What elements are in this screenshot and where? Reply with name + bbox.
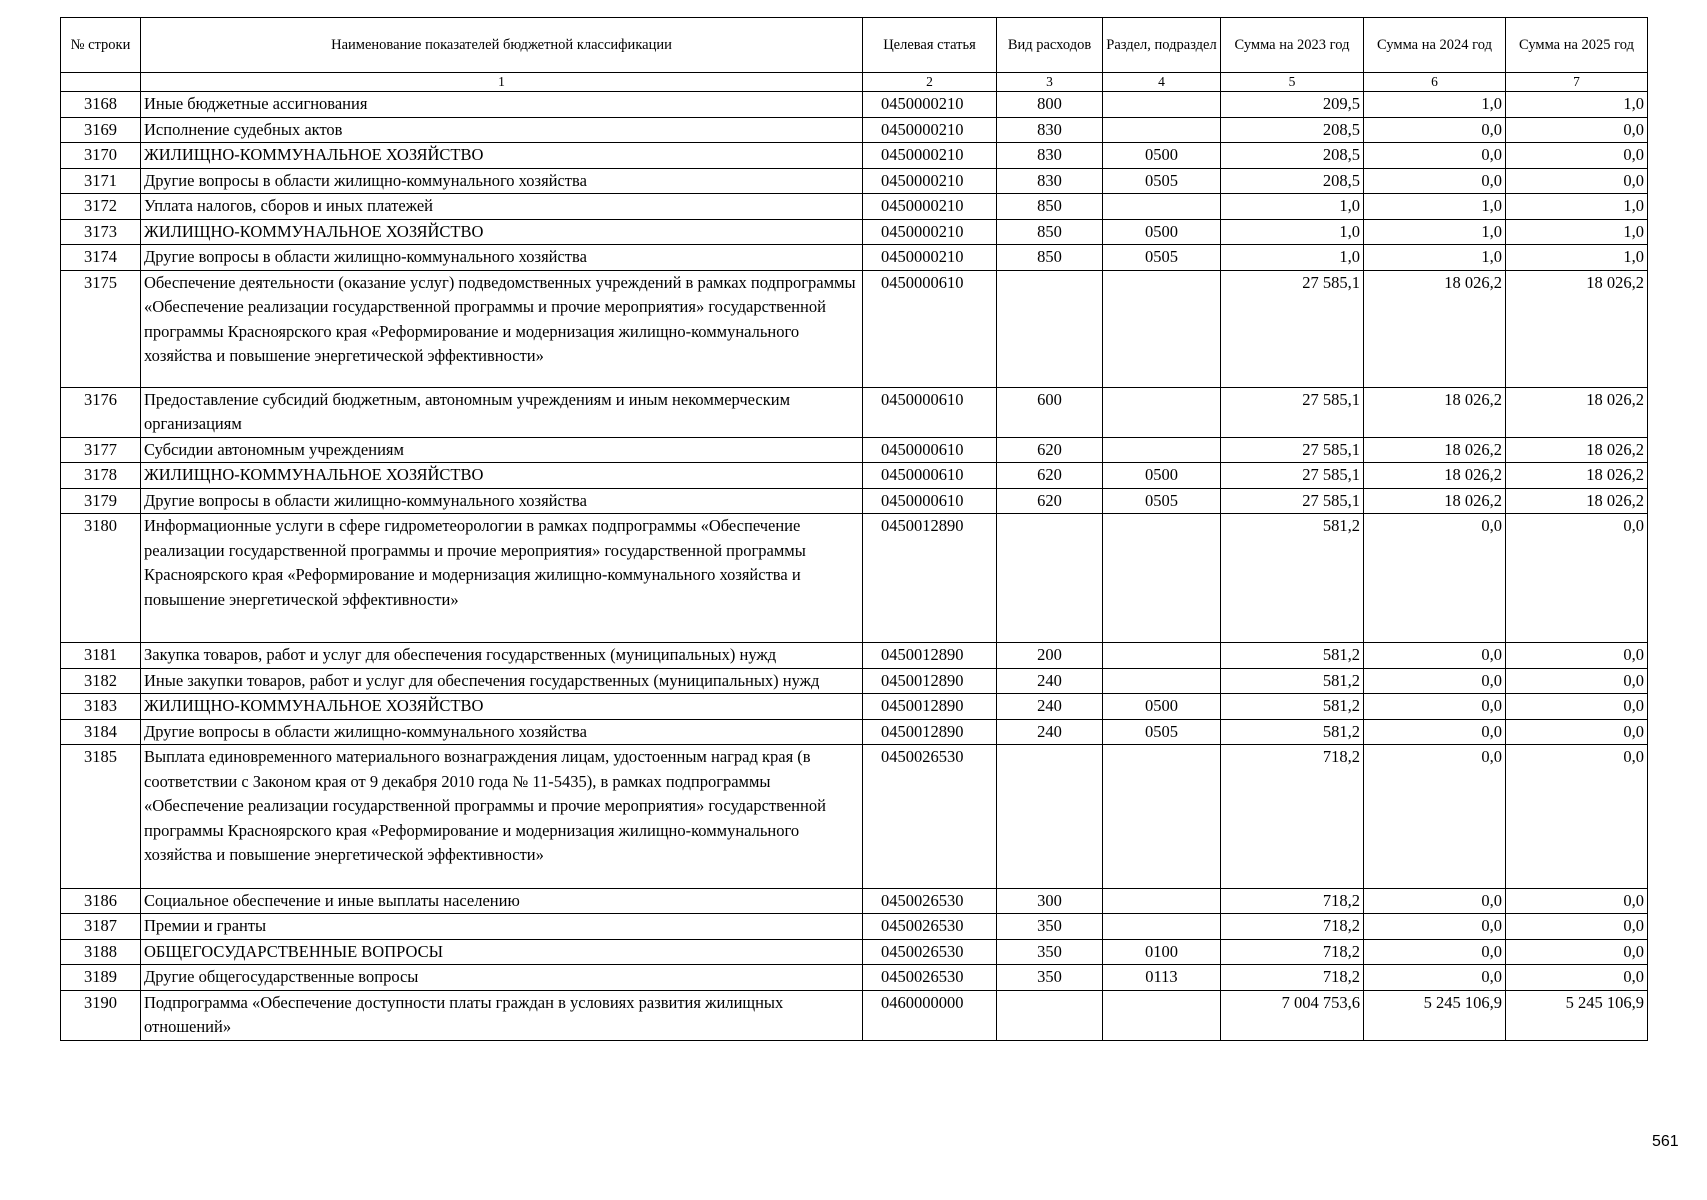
section-code-cell: 0500 xyxy=(1103,694,1221,720)
section-code-cell: 0500 xyxy=(1103,219,1221,245)
table-row xyxy=(61,643,1648,669)
row-number-cell: 3177 xyxy=(61,437,141,463)
indicator-name-cell: Выплата единовременного материального вознаграждения лицам, удостоенным наград края (в соответствии с Законом края от 9 декабря 2010 года № 11-5435), в рамках подпрограммы «Обеспечение реализации государственной программы и прочие мероприятия» государственной программы Красноярского края «Реформирование и модернизация жилищно-коммунального хозяйства и повышение энергетической эффективности» xyxy=(141,745,863,889)
table-row xyxy=(61,245,1648,271)
section-code-cell: 0505 xyxy=(1103,719,1221,745)
header-sum-2025: Сумма на 2025 год xyxy=(1506,18,1648,73)
sum-2025-cell: 18 026,2 xyxy=(1506,270,1648,387)
section-code-cell: 0113 xyxy=(1103,965,1221,991)
sum-2025-cell: 18 026,2 xyxy=(1506,387,1648,437)
indicator-name-cell: Другие вопросы в области жилищно-коммунального хозяйства xyxy=(141,719,863,745)
sum-2024-cell: 0,0 xyxy=(1364,143,1506,169)
indicator-name-cell: Иные закупки товаров, работ и услуг для обеспечения государственных (муниципальных) нужд xyxy=(141,668,863,694)
expense-type-cell: 830 xyxy=(997,168,1103,194)
target-article-cell: 0450000610 xyxy=(863,437,997,463)
sum-2025-cell: 0,0 xyxy=(1506,914,1648,940)
sum-2025-cell: 0,0 xyxy=(1506,668,1648,694)
target-article-cell: 0450012890 xyxy=(863,643,997,669)
expense-type-cell: 240 xyxy=(997,719,1103,745)
column-number: 7 xyxy=(1506,73,1648,92)
page-number: 561 xyxy=(1652,1133,1679,1150)
sum-2024-cell: 0,0 xyxy=(1364,643,1506,669)
section-code-cell xyxy=(1103,387,1221,437)
table-row xyxy=(61,488,1648,514)
table-row xyxy=(61,514,1648,643)
sum-2025-cell: 18 026,2 xyxy=(1506,437,1648,463)
target-article-cell: 0450000210 xyxy=(863,219,997,245)
expense-type-cell: 620 xyxy=(997,437,1103,463)
expense-type-cell: 350 xyxy=(997,914,1103,940)
indicator-name-cell: ЖИЛИЩНО-КОММУНАЛЬНОЕ ХОЗЯЙСТВО xyxy=(141,463,863,489)
section-code-cell xyxy=(1103,437,1221,463)
section-code-cell xyxy=(1103,888,1221,914)
table-row xyxy=(61,117,1648,143)
expense-type-cell: 240 xyxy=(997,694,1103,720)
table-row xyxy=(61,437,1648,463)
expense-type-cell xyxy=(997,514,1103,643)
table-row xyxy=(61,92,1648,118)
section-code-cell xyxy=(1103,745,1221,889)
section-code-cell: 0500 xyxy=(1103,143,1221,169)
table-body xyxy=(61,92,1648,1041)
sum-2023-cell: 208,5 xyxy=(1221,168,1364,194)
indicator-name-cell: Исполнение судебных актов xyxy=(141,117,863,143)
target-article-cell: 0450000610 xyxy=(863,270,997,387)
expense-type-cell: 830 xyxy=(997,143,1103,169)
sum-2023-cell: 1,0 xyxy=(1221,245,1364,271)
expense-type-cell: 850 xyxy=(997,245,1103,271)
row-number-cell: 3186 xyxy=(61,888,141,914)
sum-2024-cell: 18 026,2 xyxy=(1364,270,1506,387)
indicator-name-cell: Социальное обеспечение и иные выплаты населению xyxy=(141,888,863,914)
sum-2024-cell: 0,0 xyxy=(1364,888,1506,914)
sum-2023-cell: 581,2 xyxy=(1221,694,1364,720)
table-row xyxy=(61,194,1648,220)
sum-2024-cell: 0,0 xyxy=(1364,694,1506,720)
target-article-cell: 0460000000 xyxy=(863,990,997,1040)
row-number-cell: 3184 xyxy=(61,719,141,745)
row-number-cell: 3176 xyxy=(61,387,141,437)
row-number-cell: 3188 xyxy=(61,939,141,965)
target-article-cell: 0450000210 xyxy=(863,143,997,169)
table-row xyxy=(61,143,1648,169)
section-code-cell: 0505 xyxy=(1103,245,1221,271)
target-article-cell: 0450012890 xyxy=(863,668,997,694)
section-code-cell xyxy=(1103,514,1221,643)
sum-2023-cell: 7 004 753,6 xyxy=(1221,990,1364,1040)
table-row xyxy=(61,219,1648,245)
indicator-name-cell: Другие вопросы в области жилищно-коммунального хозяйства xyxy=(141,245,863,271)
table-row xyxy=(61,719,1648,745)
sum-2023-cell: 581,2 xyxy=(1221,668,1364,694)
row-number-cell: 3189 xyxy=(61,965,141,991)
table-row xyxy=(61,888,1648,914)
column-number xyxy=(61,73,141,92)
sum-2025-cell: 1,0 xyxy=(1506,245,1648,271)
sum-2023-cell: 27 585,1 xyxy=(1221,488,1364,514)
target-article-cell: 0450012890 xyxy=(863,694,997,720)
header-sum-2024: Сумма на 2024 год xyxy=(1364,18,1506,73)
row-number-cell: 3172 xyxy=(61,194,141,220)
row-number-cell: 3169 xyxy=(61,117,141,143)
column-number: 1 xyxy=(141,73,863,92)
sum-2025-cell: 0,0 xyxy=(1506,939,1648,965)
row-number-cell: 3182 xyxy=(61,668,141,694)
target-article-cell: 0450000210 xyxy=(863,92,997,118)
sum-2025-cell: 0,0 xyxy=(1506,514,1648,643)
sum-2023-cell: 581,2 xyxy=(1221,719,1364,745)
row-number-cell: 3190 xyxy=(61,990,141,1040)
sum-2025-cell: 0,0 xyxy=(1506,694,1648,720)
target-article-cell: 0450026530 xyxy=(863,965,997,991)
header-indicator-name: Наименование показателей бюджетной классификации xyxy=(141,18,863,73)
sum-2024-cell: 1,0 xyxy=(1364,219,1506,245)
sum-2025-cell: 18 026,2 xyxy=(1506,488,1648,514)
row-number-cell: 3168 xyxy=(61,92,141,118)
table-row xyxy=(61,463,1648,489)
target-article-cell: 0450026530 xyxy=(863,888,997,914)
sum-2024-cell: 0,0 xyxy=(1364,914,1506,940)
target-article-cell: 0450000210 xyxy=(863,194,997,220)
sum-2023-cell: 209,5 xyxy=(1221,92,1364,118)
table-row xyxy=(61,168,1648,194)
column-number: 4 xyxy=(1103,73,1221,92)
target-article-cell: 0450000610 xyxy=(863,463,997,489)
sum-2023-cell: 718,2 xyxy=(1221,914,1364,940)
section-code-cell xyxy=(1103,194,1221,220)
sum-2023-cell: 27 585,1 xyxy=(1221,463,1364,489)
indicator-name-cell: Премии и гранты xyxy=(141,914,863,940)
sum-2025-cell: 0,0 xyxy=(1506,888,1648,914)
row-number-cell: 3183 xyxy=(61,694,141,720)
sum-2023-cell: 718,2 xyxy=(1221,745,1364,889)
expense-type-cell: 350 xyxy=(997,965,1103,991)
sum-2024-cell: 0,0 xyxy=(1364,168,1506,194)
sum-2023-cell: 718,2 xyxy=(1221,965,1364,991)
table-row xyxy=(61,939,1648,965)
target-article-cell: 0450000210 xyxy=(863,117,997,143)
section-code-cell: 0100 xyxy=(1103,939,1221,965)
section-code-cell xyxy=(1103,668,1221,694)
sum-2025-cell: 0,0 xyxy=(1506,168,1648,194)
expense-type-cell: 850 xyxy=(997,194,1103,220)
header-row-number: № строки xyxy=(61,18,141,73)
section-code-cell: 0505 xyxy=(1103,488,1221,514)
table-header xyxy=(61,18,1648,92)
column-number-row xyxy=(61,73,1648,92)
expense-type-cell xyxy=(997,745,1103,889)
indicator-name-cell: Другие общегосударственные вопросы xyxy=(141,965,863,991)
row-number-cell: 3187 xyxy=(61,914,141,940)
sum-2023-cell: 27 585,1 xyxy=(1221,437,1364,463)
column-number: 5 xyxy=(1221,73,1364,92)
table-row xyxy=(61,990,1648,1040)
target-article-cell: 0450012890 xyxy=(863,514,997,643)
expense-type-cell xyxy=(997,270,1103,387)
indicator-name-cell: Уплата налогов, сборов и иных платежей xyxy=(141,194,863,220)
table-row xyxy=(61,387,1648,437)
target-article-cell: 0450000610 xyxy=(863,488,997,514)
section-code-cell: 0500 xyxy=(1103,463,1221,489)
sum-2024-cell: 0,0 xyxy=(1364,745,1506,889)
expense-type-cell: 620 xyxy=(997,488,1103,514)
indicator-name-cell: ЖИЛИЩНО-КОММУНАЛЬНОЕ ХОЗЯЙСТВО xyxy=(141,694,863,720)
row-number-cell: 3170 xyxy=(61,143,141,169)
sum-2024-cell: 1,0 xyxy=(1364,92,1506,118)
expense-type-cell: 600 xyxy=(997,387,1103,437)
indicator-name-cell: Иные бюджетные ассигнования xyxy=(141,92,863,118)
section-code-cell xyxy=(1103,117,1221,143)
target-article-cell: 0450026530 xyxy=(863,745,997,889)
sum-2023-cell: 208,5 xyxy=(1221,143,1364,169)
target-article-cell: 0450026530 xyxy=(863,914,997,940)
target-article-cell: 0450026530 xyxy=(863,939,997,965)
target-article-cell: 0450000610 xyxy=(863,387,997,437)
header-target-article: Целевая статья xyxy=(863,18,997,73)
expense-type-cell xyxy=(997,990,1103,1040)
indicator-name-cell: Закупка товаров, работ и услуг для обеспечения государственных (муниципальных) нужд xyxy=(141,643,863,669)
target-article-cell: 0450000210 xyxy=(863,168,997,194)
indicator-name-cell: ЖИЛИЩНО-КОММУНАЛЬНОЕ ХОЗЯЙСТВО xyxy=(141,219,863,245)
table-row xyxy=(61,694,1648,720)
indicator-name-cell: ЖИЛИЩНО-КОММУНАЛЬНОЕ ХОЗЯЙСТВО xyxy=(141,143,863,169)
sum-2025-cell: 5 245 106,9 xyxy=(1506,990,1648,1040)
sum-2024-cell: 0,0 xyxy=(1364,514,1506,643)
sum-2025-cell: 1,0 xyxy=(1506,194,1648,220)
column-number: 3 xyxy=(997,73,1103,92)
sum-2024-cell: 18 026,2 xyxy=(1364,437,1506,463)
expense-type-cell: 200 xyxy=(997,643,1103,669)
sum-2024-cell: 18 026,2 xyxy=(1364,387,1506,437)
sum-2024-cell: 5 245 106,9 xyxy=(1364,990,1506,1040)
expense-type-cell: 850 xyxy=(997,219,1103,245)
sum-2025-cell: 0,0 xyxy=(1506,965,1648,991)
sum-2023-cell: 27 585,1 xyxy=(1221,270,1364,387)
sum-2023-cell: 1,0 xyxy=(1221,194,1364,220)
sum-2025-cell: 0,0 xyxy=(1506,745,1648,889)
expense-type-cell: 350 xyxy=(997,939,1103,965)
section-code-cell xyxy=(1103,643,1221,669)
table-row xyxy=(61,745,1648,889)
sum-2025-cell: 0,0 xyxy=(1506,643,1648,669)
sum-2025-cell: 1,0 xyxy=(1506,219,1648,245)
expense-type-cell: 240 xyxy=(997,668,1103,694)
column-number: 6 xyxy=(1364,73,1506,92)
section-code-cell xyxy=(1103,270,1221,387)
sum-2025-cell: 0,0 xyxy=(1506,143,1648,169)
expense-type-cell: 830 xyxy=(997,117,1103,143)
sum-2024-cell: 18 026,2 xyxy=(1364,463,1506,489)
table-row xyxy=(61,270,1648,387)
row-number-cell: 3173 xyxy=(61,219,141,245)
sum-2023-cell: 718,2 xyxy=(1221,939,1364,965)
sum-2024-cell: 0,0 xyxy=(1364,939,1506,965)
indicator-name-cell: Другие вопросы в области жилищно-коммунального хозяйства xyxy=(141,168,863,194)
header-section: Раздел, подраздел xyxy=(1103,18,1221,73)
section-code-cell xyxy=(1103,914,1221,940)
indicator-name-cell: Информационные услуги в сфере гидрометеорологии в рамках подпрограммы «Обеспечение реализации государственной программы и прочие мероприятия» государственной программы Красноярского края «Реформирование и модернизация жилищно-коммунального хозяйства и повышение энергетической эффективности» xyxy=(141,514,863,643)
sum-2023-cell: 1,0 xyxy=(1221,219,1364,245)
target-article-cell: 0450000210 xyxy=(863,245,997,271)
table-row xyxy=(61,914,1648,940)
section-code-cell xyxy=(1103,92,1221,118)
row-number-cell: 3174 xyxy=(61,245,141,271)
sum-2024-cell: 18 026,2 xyxy=(1364,488,1506,514)
sum-2024-cell: 0,0 xyxy=(1364,117,1506,143)
sum-2024-cell: 0,0 xyxy=(1364,668,1506,694)
sum-2023-cell: 718,2 xyxy=(1221,888,1364,914)
budget-table xyxy=(60,17,1648,1041)
indicator-name-cell: Предоставление субсидий бюджетным, автономным учреждениям и иным некоммерческим организациям xyxy=(141,387,863,437)
section-code-cell xyxy=(1103,990,1221,1040)
sum-2023-cell: 581,2 xyxy=(1221,514,1364,643)
indicator-name-cell: Другие вопросы в области жилищно-коммунального хозяйства xyxy=(141,488,863,514)
indicator-name-cell: Субсидии автономным учреждениям xyxy=(141,437,863,463)
row-number-cell: 3171 xyxy=(61,168,141,194)
row-number-cell: 3178 xyxy=(61,463,141,489)
sum-2024-cell: 0,0 xyxy=(1364,965,1506,991)
sum-2023-cell: 581,2 xyxy=(1221,643,1364,669)
indicator-name-cell: Подпрограмма «Обеспечение доступности платы граждан в условиях развития жилищных отношений» xyxy=(141,990,863,1040)
sum-2025-cell: 18 026,2 xyxy=(1506,463,1648,489)
sum-2024-cell: 1,0 xyxy=(1364,245,1506,271)
row-number-cell: 3175 xyxy=(61,270,141,387)
sum-2024-cell: 0,0 xyxy=(1364,719,1506,745)
section-code-cell: 0505 xyxy=(1103,168,1221,194)
row-number-cell: 3185 xyxy=(61,745,141,889)
table-row xyxy=(61,668,1648,694)
header-sum-2023: Сумма на 2023 год xyxy=(1221,18,1364,73)
table-row xyxy=(61,965,1648,991)
expense-type-cell: 300 xyxy=(997,888,1103,914)
header-expense-type: Вид расходов xyxy=(997,18,1103,73)
row-number-cell: 3180 xyxy=(61,514,141,643)
indicator-name-cell: ОБЩЕГОСУДАРСТВЕННЫЕ ВОПРОСЫ xyxy=(141,939,863,965)
sum-2025-cell: 1,0 xyxy=(1506,92,1648,118)
expense-type-cell: 800 xyxy=(997,92,1103,118)
row-number-cell: 3181 xyxy=(61,643,141,669)
indicator-name-cell: Обеспечение деятельности (оказание услуг) подведомственных учреждений в рамках подпрограммы «Обеспечение реализации государственной программы и прочие мероприятия» государственной программы Красноярского края «Реформирование и модернизация жилищно-коммунального хозяйства и повышение энергетической эффективности» xyxy=(141,270,863,387)
target-article-cell: 0450012890 xyxy=(863,719,997,745)
sum-2023-cell: 208,5 xyxy=(1221,117,1364,143)
column-number: 2 xyxy=(863,73,997,92)
row-number-cell: 3179 xyxy=(61,488,141,514)
sum-2025-cell: 0,0 xyxy=(1506,719,1648,745)
sum-2024-cell: 1,0 xyxy=(1364,194,1506,220)
sum-2025-cell: 0,0 xyxy=(1506,117,1648,143)
sum-2023-cell: 27 585,1 xyxy=(1221,387,1364,437)
expense-type-cell: 620 xyxy=(997,463,1103,489)
